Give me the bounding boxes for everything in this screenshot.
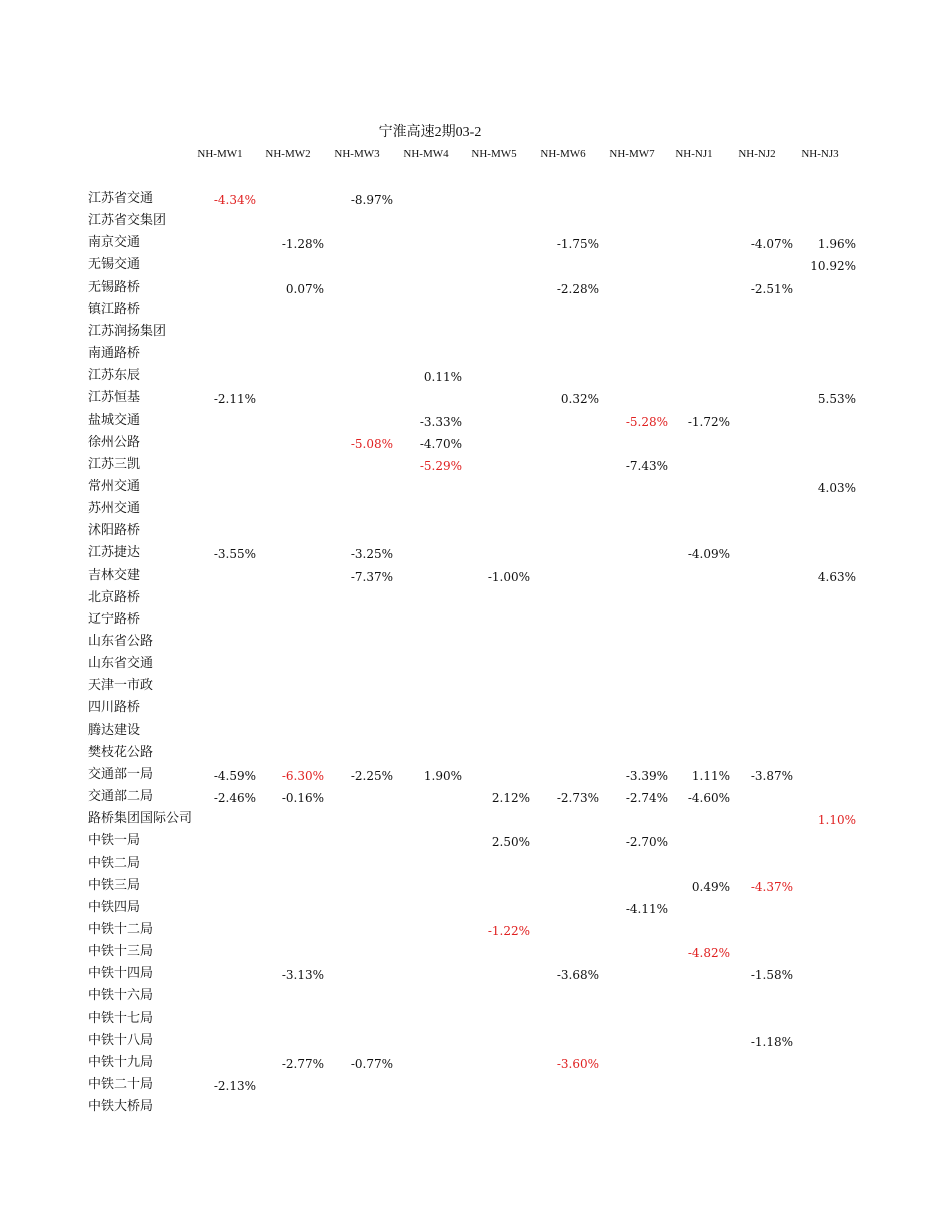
table-cell: -2.74%	[625, 791, 668, 805]
table-cell: -2.51%	[750, 282, 793, 296]
table-cell: 0.49%	[691, 880, 730, 894]
table-cell: 2.50%	[491, 835, 530, 849]
row-label: 辽宁路桥	[88, 612, 141, 627]
table-cell: -0.77%	[350, 1057, 393, 1071]
row-label: 山东省交通	[88, 656, 154, 671]
table-cell: -2.70%	[625, 835, 668, 849]
table-cell: -3.25%	[350, 547, 393, 561]
table-cell: 10.92%	[810, 259, 856, 273]
table-cell: -2.46%	[213, 791, 256, 805]
row-label: 江苏润扬集团	[88, 324, 167, 339]
row-label: 常州交通	[88, 479, 141, 494]
row-label: 徐州公路	[88, 435, 141, 450]
column-header: NH-MW4	[403, 148, 449, 160]
column-header: NH-MW1	[197, 148, 243, 160]
table-cell: -1.22%	[487, 924, 530, 938]
row-label: 苏州交通	[88, 501, 141, 516]
table-cell: -4.70%	[419, 437, 462, 451]
table-cell: -1.72%	[687, 415, 730, 429]
row-label: 中铁二局	[88, 856, 141, 871]
row-label: 中铁大桥局	[88, 1099, 154, 1114]
table-cell: -2.28%	[556, 282, 599, 296]
table-cell: -1.00%	[487, 570, 530, 584]
row-label: 中铁十四局	[88, 966, 154, 981]
row-label: 江苏恒基	[88, 390, 141, 405]
table-cell: -3.13%	[281, 968, 324, 982]
row-label: 中铁三局	[88, 878, 141, 893]
row-label: 交通部二局	[88, 789, 154, 804]
table-cell: -1.18%	[750, 1035, 793, 1049]
table-cell: 1.96%	[817, 237, 856, 251]
table-cell: -0.16%	[281, 791, 324, 805]
table-cell: 4.03%	[817, 481, 856, 495]
table-cell: -4.37%	[750, 880, 793, 894]
table-cell: -6.30%	[281, 769, 324, 783]
table-cell: -8.97%	[350, 193, 393, 207]
table-cell: -5.08%	[350, 437, 393, 451]
table-cell: 1.90%	[423, 769, 462, 783]
table-cell: 0.32%	[560, 392, 599, 406]
table-cell: 1.11%	[691, 769, 730, 783]
table-cell: -2.13%	[213, 1079, 256, 1093]
table-cell: -4.09%	[687, 547, 730, 561]
table-cell: -4.11%	[625, 902, 668, 916]
row-label: 中铁十九局	[88, 1055, 154, 1070]
column-header: NH-MW3	[334, 148, 380, 160]
table-cell: -1.75%	[556, 237, 599, 251]
row-label: 镇江路桥	[88, 302, 141, 317]
table-cell: -2.11%	[213, 392, 256, 406]
table-cell: -4.07%	[750, 237, 793, 251]
row-label: 路桥集团国际公司	[88, 811, 193, 826]
column-header: NH-NJ2	[738, 148, 776, 160]
table-cell: -4.60%	[687, 791, 730, 805]
row-label: 中铁十七局	[88, 1011, 154, 1026]
row-label: 交通部一局	[88, 767, 154, 782]
row-label: 北京路桥	[88, 590, 141, 605]
row-label: 中铁十三局	[88, 944, 154, 959]
table-cell: -1.28%	[281, 237, 324, 251]
sheet-title: 宁淮高速2期03-2	[378, 125, 482, 140]
table-cell: 2.12%	[491, 791, 530, 805]
column-header: NH-MW7	[609, 148, 655, 160]
table-cell: -1.58%	[750, 968, 793, 982]
row-label: 无锡交通	[88, 257, 141, 272]
row-label: 江苏东辰	[88, 368, 141, 383]
column-header: NH-MW5	[471, 148, 517, 160]
row-label: 中铁四局	[88, 900, 141, 915]
table-cell: -7.37%	[350, 570, 393, 584]
table-cell: 1.10%	[817, 813, 856, 827]
table-cell: 5.53%	[817, 392, 856, 406]
table-cell: 4.63%	[817, 570, 856, 584]
table-cell: -3.87%	[750, 769, 793, 783]
column-header: NH-NJ3	[801, 148, 839, 160]
row-label: 盐城交通	[88, 413, 141, 428]
column-header: NH-MW2	[265, 148, 311, 160]
column-header: NH-MW6	[540, 148, 586, 160]
table-cell: -2.77%	[281, 1057, 324, 1071]
table-cell: -7.43%	[625, 459, 668, 473]
table-cell: -2.73%	[556, 791, 599, 805]
table-cell: -5.29%	[419, 459, 462, 473]
table-cell: 0.07%	[285, 282, 324, 296]
table-cell: -3.55%	[213, 547, 256, 561]
row-label: 中铁二十局	[88, 1077, 154, 1092]
table-cell: -4.34%	[213, 193, 256, 207]
table-cell: -3.39%	[625, 769, 668, 783]
table-cell: -3.68%	[556, 968, 599, 982]
row-label: 山东省公路	[88, 634, 154, 649]
row-label: 腾达建设	[88, 723, 141, 738]
table-cell: -5.28%	[625, 415, 668, 429]
table-cell: -3.60%	[556, 1057, 599, 1071]
row-label: 中铁十八局	[88, 1033, 154, 1048]
row-label: 江苏省交通	[88, 191, 154, 206]
row-label: 中铁十二局	[88, 922, 154, 937]
row-label: 江苏三凯	[88, 457, 141, 472]
table-cell: -3.33%	[419, 415, 462, 429]
row-label: 吉林交建	[88, 568, 141, 583]
row-label: 南京交通	[88, 235, 141, 250]
row-label: 樊枝花公路	[88, 745, 154, 760]
row-label: 中铁十六局	[88, 988, 154, 1003]
row-label: 无锡路桥	[88, 280, 141, 295]
row-label: 四川路桥	[88, 700, 141, 715]
table-cell: -2.25%	[350, 769, 393, 783]
table-cell: -4.82%	[687, 946, 730, 960]
row-label: 南通路桥	[88, 346, 141, 361]
row-label: 天津一市政	[88, 678, 154, 693]
table-cell: -4.59%	[213, 769, 256, 783]
row-label: 中铁一局	[88, 833, 141, 848]
column-header: NH-NJ1	[675, 148, 713, 160]
table-cell: 0.11%	[423, 370, 462, 384]
row-label: 江苏捷达	[88, 545, 141, 560]
row-label: 江苏省交集团	[88, 213, 167, 228]
row-label: 沭阳路桥	[88, 523, 141, 538]
